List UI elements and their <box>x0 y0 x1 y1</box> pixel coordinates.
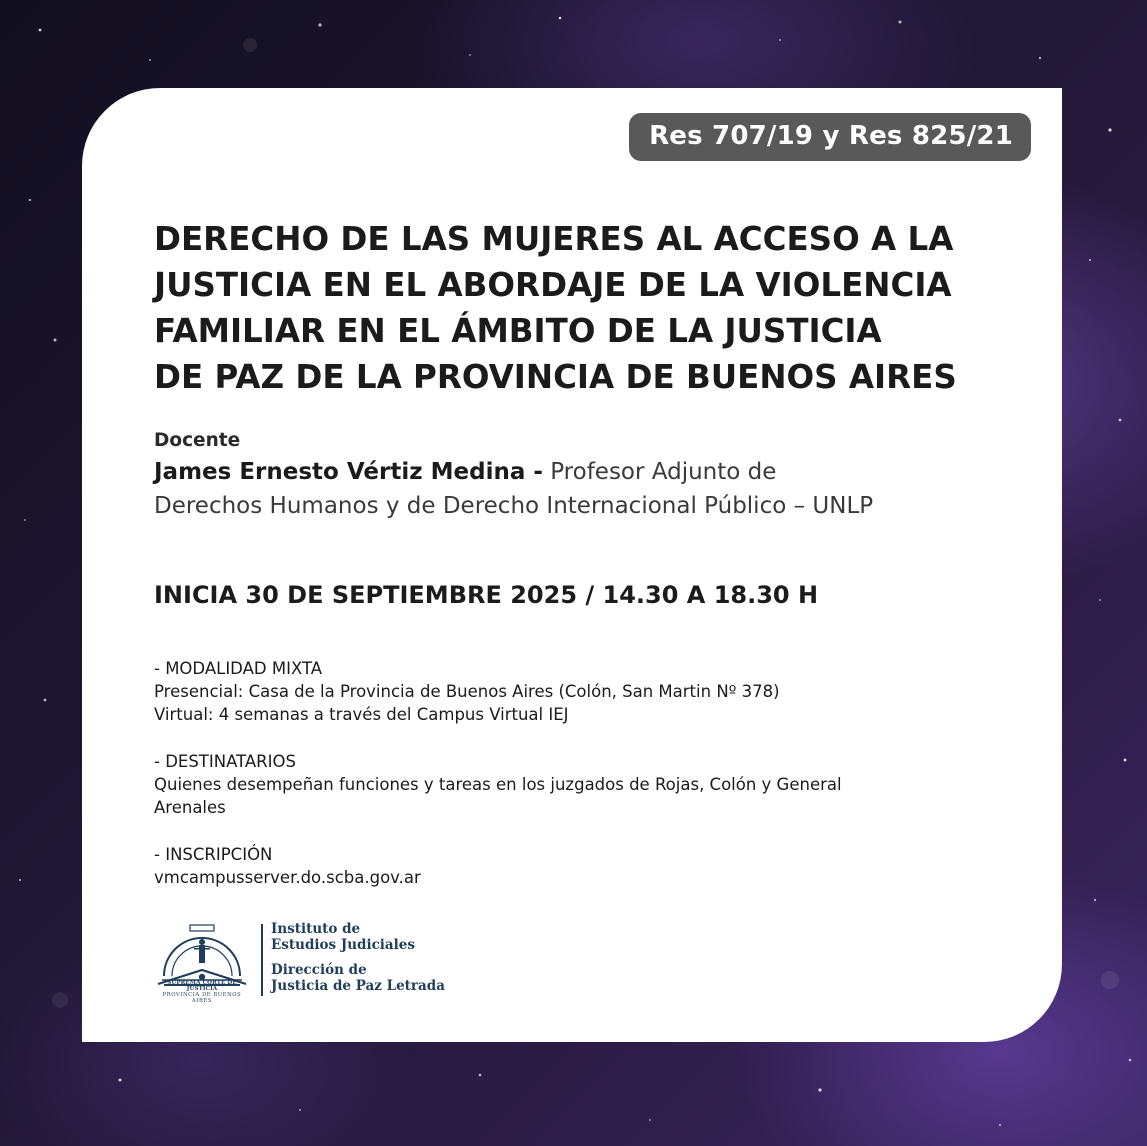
logo-divider <box>261 924 263 996</box>
content-card <box>82 88 1062 1042</box>
inscripcion-url[interactable]: vmcampusserver.do.scba.gov.ar <box>154 868 421 887</box>
modalidad-presencial: Presencial: Casa de la Provincia de Buenos Aires (Colón, San Martin Nº 378) <box>154 682 780 701</box>
seal-caption-line-2: PROVINCIA DE BUENOS AIRES <box>162 992 242 1004</box>
modalidad-section <box>154 657 1002 726</box>
modalidad-virtual: Virtual: 4 semanas a través del Campus Virtual IEJ <box>154 705 569 724</box>
destinatarios-section <box>154 750 1002 819</box>
destinatarios-text-2: Arenales <box>154 798 226 817</box>
card-content <box>154 216 1002 913</box>
institution-names <box>271 922 445 994</box>
course-info <box>154 657 1002 889</box>
seal-caption-line-1: SUPREMA CORTE DE JUSTICIA <box>167 980 237 992</box>
inst-line-1: Instituto de <box>271 921 361 937</box>
docente-line-1 <box>154 455 1002 489</box>
seal-caption <box>154 980 250 1004</box>
course-title <box>154 216 1002 400</box>
modalidad-heading: - MODALIDAD MIXTA <box>154 659 323 678</box>
inst-line-2: Estudios Judiciales <box>271 936 415 953</box>
resolution-badge: Res 707/19 y Res 825/21 <box>629 113 1031 161</box>
title-line: DE PAZ DE LA PROVINCIA DE BUENOS AIRES <box>154 358 957 396</box>
inscripcion-section <box>154 843 1002 889</box>
docente-label: Docente <box>154 430 241 451</box>
title-line: DERECHO DE LAS MUJERES AL ACCESO A LA <box>154 220 954 258</box>
destinatarios-text-1: Quienes desempeñan funciones y tareas en los juzgados de Rojas, Colón y General <box>154 775 842 794</box>
inscripcion-heading: - INSCRIPCIÓN <box>154 845 273 864</box>
dir-line-2: Justicia de Paz Letrada <box>271 977 445 994</box>
title-line: JUSTICIA EN EL ABORDAJE DE LA VIOLENCIA <box>154 266 952 304</box>
start-date: INICIA 30 DE SEPTIEMBRE 2025 / 14.30 A 18.30 H <box>154 581 819 609</box>
docente-name: James Ernesto Vértiz Medina - <box>154 459 543 485</box>
dir-line-1: Dirección de <box>271 962 367 978</box>
destinatarios-heading: - DESTINATARIOS <box>154 752 296 771</box>
docente-role-1: Profesor Adjunto de <box>550 459 777 485</box>
title-line: FAMILIAR EN EL ÁMBITO DE LA JUSTICIA <box>154 312 882 350</box>
docente-role-2: Derechos Humanos y de Derecho Internacional Público – UNLP <box>154 493 874 519</box>
institution-logo <box>154 918 454 1008</box>
docente-description <box>154 455 1002 523</box>
